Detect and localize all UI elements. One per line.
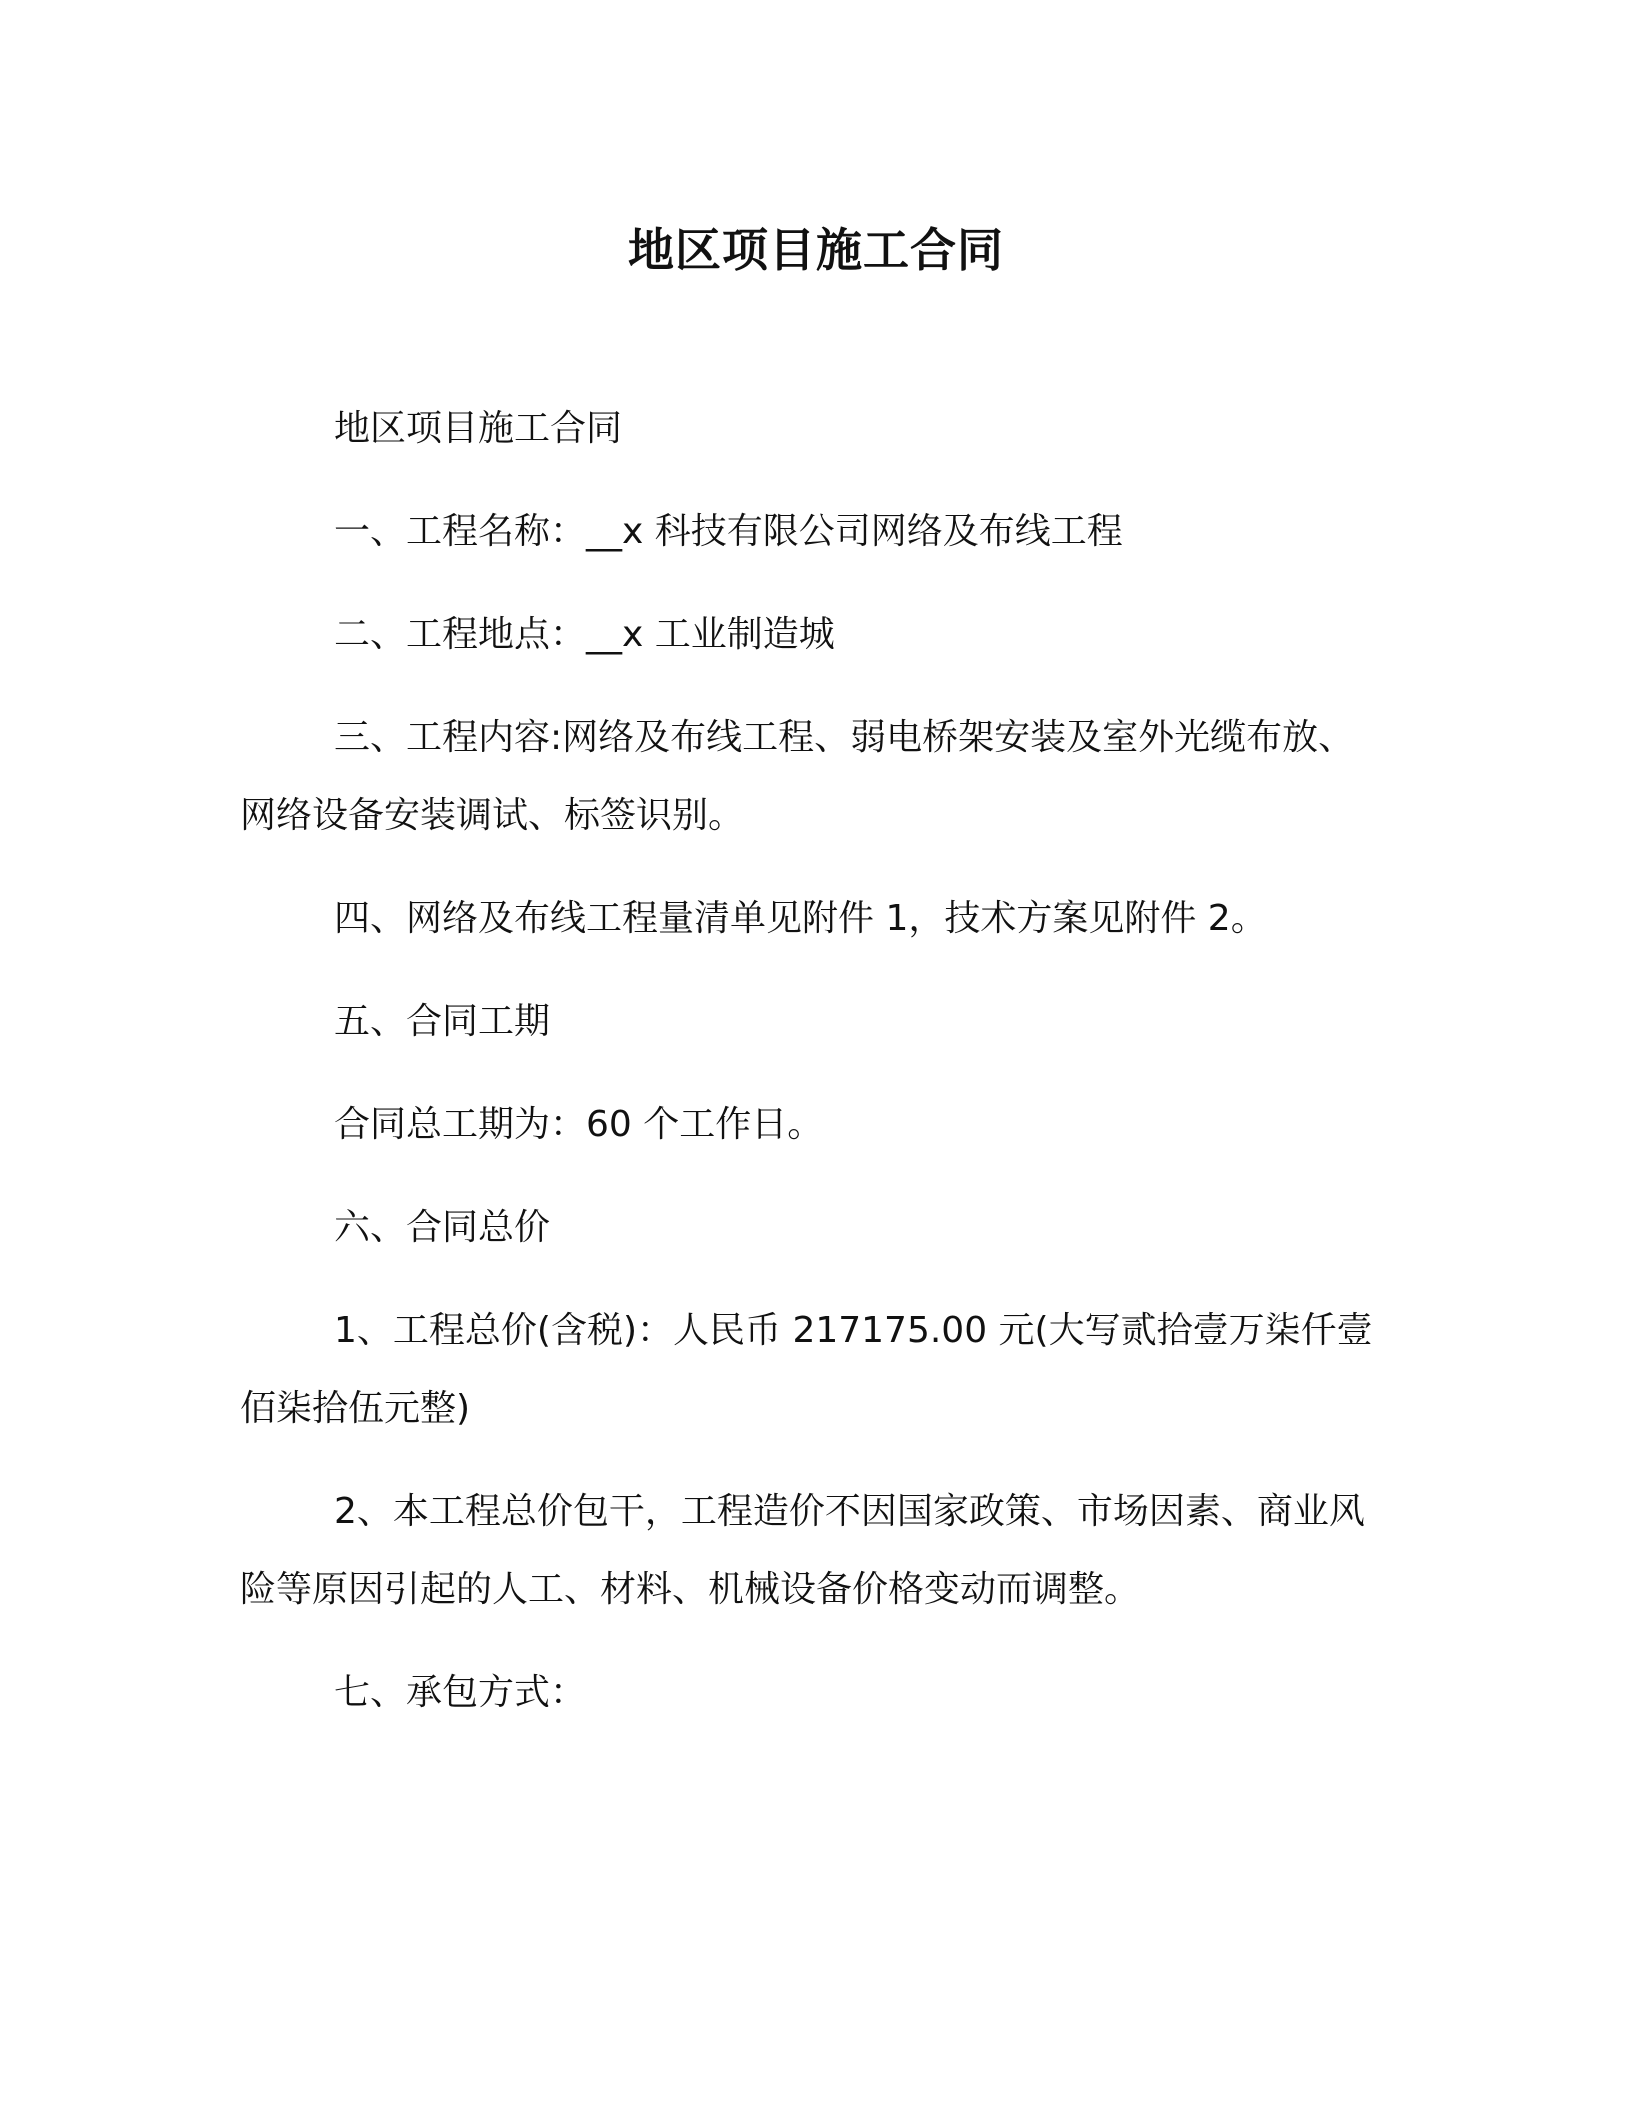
- paragraph-project-name: 一、工程名称：__x 科技有限公司网络及布线工程: [334, 511, 1123, 552]
- paragraph-contract-heading: 地区项目施工合同: [334, 408, 623, 449]
- document-body: [240, 390, 1390, 1757]
- paragraph-total-price: 1、工程总价(含税)：人民币 217175.00 元(大写贰拾壹万柒仟壹佰柒拾伍元整): [240, 1310, 1373, 1429]
- paragraph-project-content: 三、工程内容:网络及布线工程、弱电桥架安装及室外光缆布放、网络设备安装调试、标签识别。: [240, 717, 1355, 836]
- paragraph-total-period: 合同总工期为：60 个工作日。: [334, 1104, 824, 1145]
- section-heading-contracting-method: 七、承包方式：: [334, 1672, 587, 1713]
- section-heading-contract-price: 六、合同总价: [334, 1207, 551, 1248]
- section-heading-contract-period: 五、合同工期: [334, 1001, 551, 1042]
- paragraph-project-location: 二、工程地点：__x 工业制造城: [334, 614, 835, 655]
- paragraph-attachments: 四、网络及布线工程量清单见附件 1，技术方案见附件 2。: [334, 898, 1267, 939]
- document-title: 地区项目施工合同: [628, 223, 1004, 277]
- paragraph-price-lump-sum: 2、本工程总价包干，工程造价不因国家政策、市场因素、商业风险等原因引起的人工、材料、机械设备价格变动而调整。: [240, 1491, 1365, 1610]
